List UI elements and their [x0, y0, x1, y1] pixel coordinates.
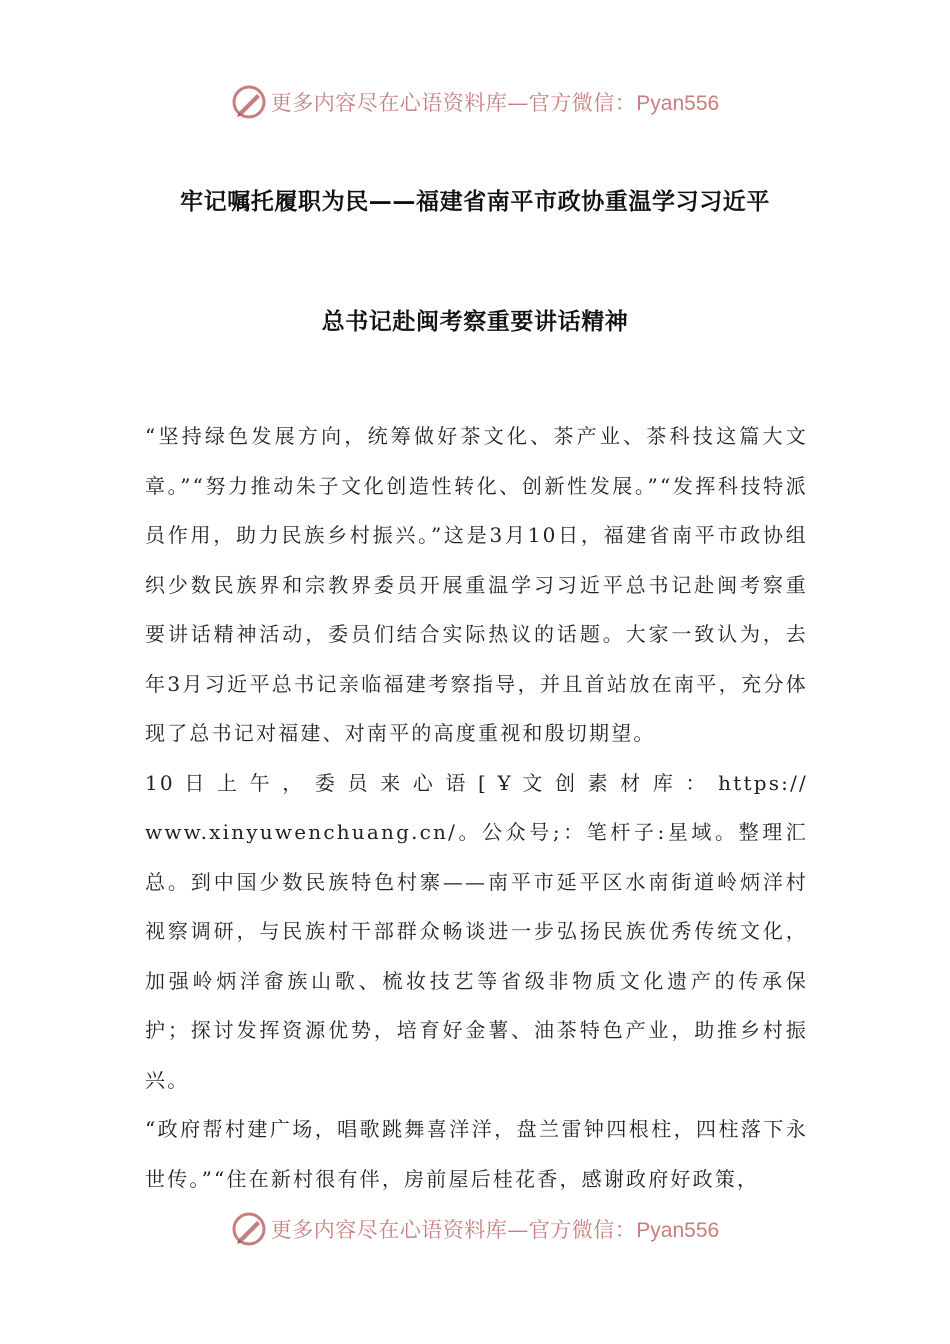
pen-logo-icon	[231, 84, 267, 120]
watermark-text	[271, 1214, 719, 1244]
wechat-id: Pyan556	[636, 1219, 720, 1242]
paragraph-2: 10 日 上 午 ， 委 员 来 心 语 [ Ұ 文 创 素 材 库 ： https:// www.xinyuwenchuang.cn/。公众号;：笔杆子:星域。整理汇总。到中国少数民族特色村寨——南平市延平区水南街道岭炳洋村视察调研，与民族村干部群众畅谈进一步弘扬民族优秀传统文化，加强岭炳洋畲族山歌、梳妆技艺等省级非物质文化遗产的传承保护；探讨发挥资源优势，培育好金薯、油茶特色产业，助推乡村振兴。	[145, 770, 808, 1092]
watermark-text	[271, 87, 719, 117]
watermark-label: 更多内容尽在心语资料库—官方微信：	[270, 91, 637, 115]
document-title-line-2: 总书记赴闽考察重要讲话精神	[321, 309, 629, 335]
paragraph-1: “坚持绿色发展方向，统筹做好茶文化、茶产业、茶科技这篇大文章。”“努力推动朱子文化创造性转化、创新性发展。”“发挥科技特派员作用，助力民族乡村振兴。”这是3月10日，福建省南平市政协组织少数民族界和宗教界委员开展重温学习习近平总书记赴闽考察重要讲话精神活动，委员们结合实际热议的话题。大家一致认为，去年3月习近平总书记亲临福建考察指导，并且首站放在南平，充分体现了总书记对福建、对南平的高度重视和殷切期望。	[145, 424, 808, 745]
watermark-label: 更多内容尽在心语资料库—官方微信：	[270, 1218, 637, 1242]
document-title-line-1: 牢记嘱托履职为民——福建省南平市政协重温学习习近平	[180, 189, 770, 215]
paragraph-3: “政府帮村建广场，唱歌跳舞喜洋洋，盘兰雷钟四根柱，四柱落下永世传。”“住在新村很有伴，房前屋后桂花香，感谢政府好政策，	[145, 1117, 808, 1191]
wechat-id: Pyan556	[636, 92, 720, 115]
pen-logo-icon	[231, 1211, 267, 1247]
article-body	[145, 412, 808, 1204]
header-watermark-banner	[0, 80, 950, 124]
footer-watermark-banner	[0, 1207, 950, 1251]
